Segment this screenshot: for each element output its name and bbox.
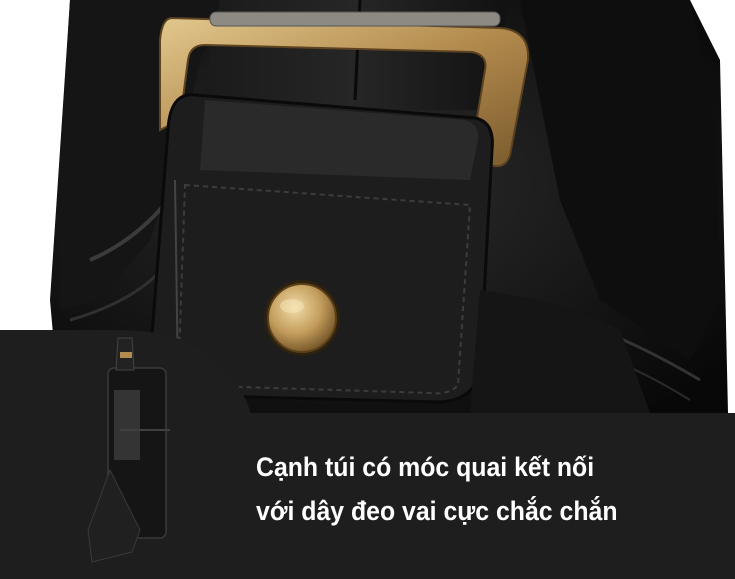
bag-thumbnail: [0, 330, 250, 579]
caption-line-1: Cạnh túi có móc quai kết nối: [256, 452, 595, 482]
brass-rivet: [268, 284, 336, 352]
caption-text: [256, 445, 688, 533]
buckle-bar: [210, 12, 500, 26]
caption-line-2: với dây đeo vai cực chắc chắn: [256, 496, 618, 526]
